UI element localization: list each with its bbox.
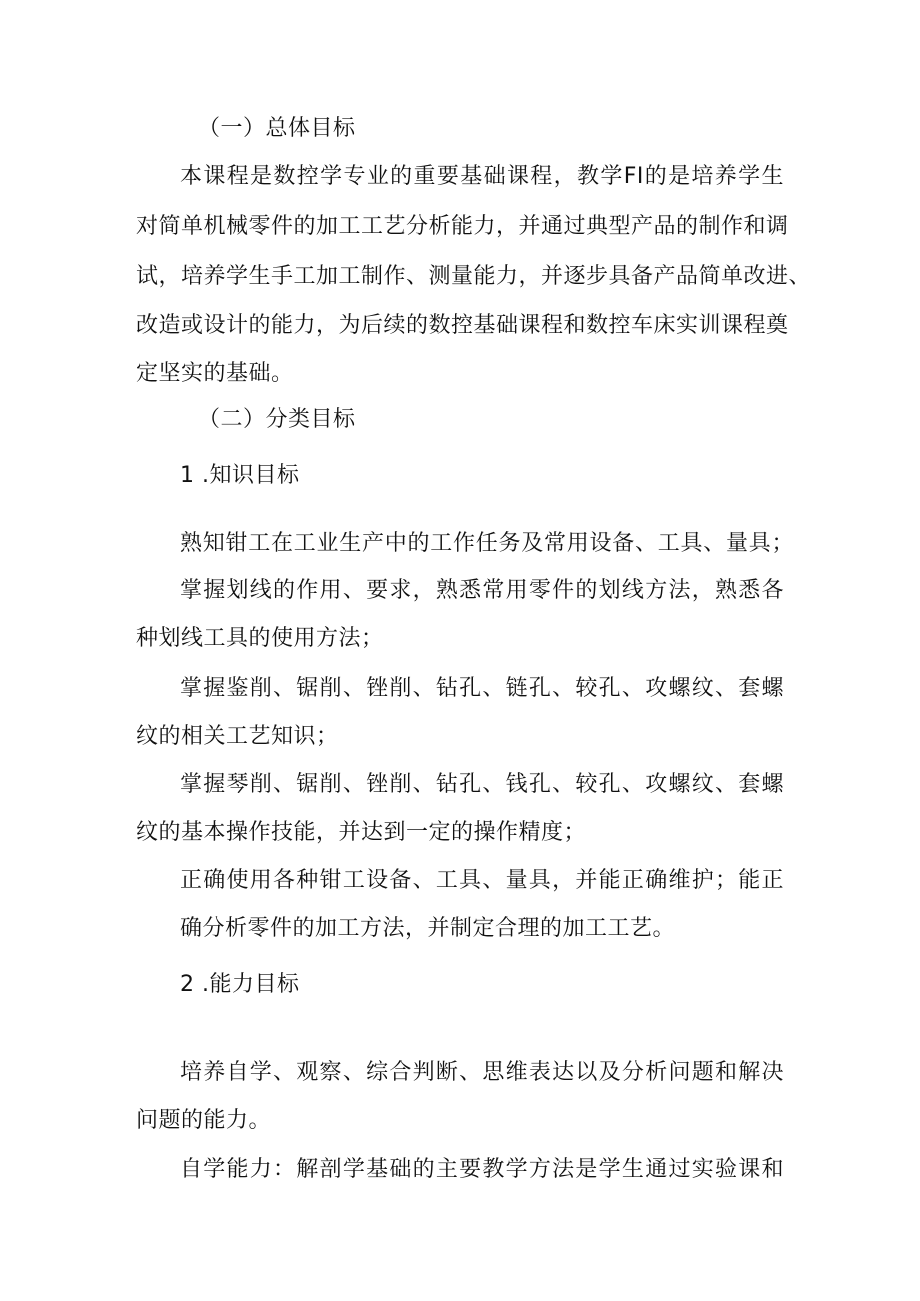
knowledge-item-line: 掌握琴削、锯削、锉削、钻孔、钱孔、较孔、攻螺纹、套螺 <box>180 772 784 797</box>
knowledge-item-line: 纹的相关工艺知识； <box>136 724 339 749</box>
knowledge-item-line: 种划线工具的使用方法； <box>136 626 384 651</box>
knowledge-item-line: 掌握鉴削、锯削、锉削、钻孔、链孔、较孔、攻螺纹、套螺 <box>180 676 784 701</box>
section-1-paragraph-line: 试，培养学生手工加工制作、测量能力，并逐步具备产品简单改进、 <box>136 264 812 289</box>
section-1-paragraph-line: 改造或设计的能力，为后续的数控基础课程和数控车床实训课程奠 <box>136 313 789 338</box>
knowledge-item-line: 纹的基本操作技能，并达到一定的操作精度； <box>136 820 587 845</box>
ability-item-line: 培养自学、观察、综合判断、思维表达以及分析问题和解决 <box>180 1060 784 1085</box>
knowledge-item-line: 正确使用各种钳工设备、工具、量具，并能正确维护；能正 <box>180 868 784 893</box>
ability-item-line: 自学能力：解剖学基础的主要教学方法是学生通过实验课和 <box>180 1157 784 1182</box>
section-1-paragraph-line: 定坚实的基础。 <box>136 361 294 386</box>
ability-item-line: 问题的能力。 <box>136 1108 272 1133</box>
knowledge-item-line: 掌握划线的作用、要求，熟悉常用零件的划线方法，熟悉各 <box>180 578 784 603</box>
section-2-title: （二）分类目标 <box>198 407 356 432</box>
knowledge-item-line: 熟知钳工在工业生产中的工作任务及常用设备、工具、量具； <box>180 531 794 556</box>
section-1-paragraph-line: 对简单机械零件的加工工艺分析能力，并通过典型产品的制作和调 <box>136 214 789 239</box>
section-1-title: （一）总体目标 <box>198 116 356 141</box>
section-1-paragraph-line: 本课程是数控学专业的重要基础课程，教学FI的是培养学生 <box>180 164 784 189</box>
knowledge-item-line: 确分析零件的加工方法，并制定合理的加工工艺。 <box>180 916 676 941</box>
subsection-1-title: 1 .知识目标 <box>180 463 300 488</box>
subsection-2-title: 2 .能力目标 <box>180 972 300 997</box>
